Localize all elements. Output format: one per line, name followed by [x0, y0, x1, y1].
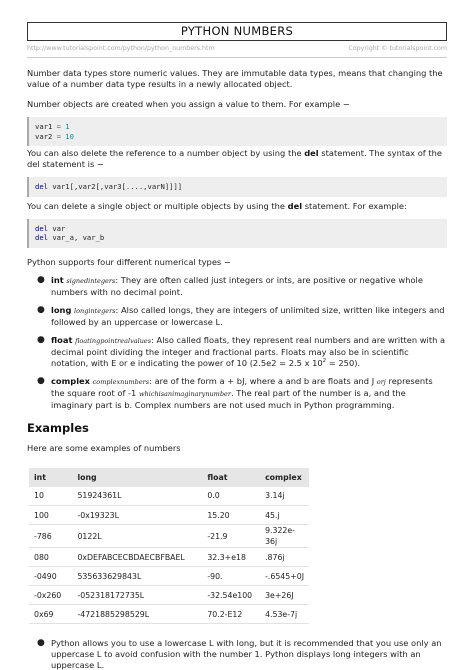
- code-op: =: [56, 131, 61, 141]
- type-desc-3: . The real part of the number is a, and the imaginary part is b. Complex numbers are not used much in Python programming.: [51, 387, 406, 410]
- list-item-float: [27, 335, 447, 369]
- bullet-icon: ●: [37, 274, 45, 285]
- page-title: PYTHON NUMBERS: [27, 22, 447, 41]
- examples-intro: Here are some examples of numbers: [27, 442, 181, 453]
- table-cell: 45.j: [260, 506, 309, 525]
- del2-keyword: del: [287, 200, 303, 211]
- table-row: [29, 586, 309, 605]
- table-cell: 0x69: [29, 605, 72, 624]
- type-math: complexnumbers: [92, 377, 150, 386]
- column-header: int: [29, 468, 72, 487]
- table-cell: 100: [29, 506, 72, 525]
- column-header: float: [202, 468, 260, 487]
- code-var: var1: [35, 122, 53, 131]
- type-desc-end: = 250).: [326, 357, 361, 368]
- table-cell: 70.2-E12: [202, 605, 260, 624]
- table-cell: 3e+26J: [260, 586, 309, 605]
- assign-paragraph: Number objects are created when you assign a value to them. For example −: [27, 99, 350, 109]
- table-cell: -90.: [202, 567, 260, 586]
- table-cell: -21.9: [202, 525, 260, 548]
- table-cell: 32.3+e18: [202, 548, 260, 567]
- table-body: [29, 487, 309, 624]
- table-row: [29, 567, 309, 586]
- type-name: float: [51, 334, 73, 345]
- note-list-item: [27, 638, 447, 670]
- examples-table: [29, 468, 309, 625]
- examples-heading: Examples: [27, 420, 89, 435]
- list-item-long: [27, 305, 447, 328]
- del-text-before: You can also delete the reference to a number object by using the: [27, 148, 302, 158]
- del-text-after: statement. The syntax of the del statement is −: [27, 148, 442, 169]
- code-op: =: [56, 122, 61, 131]
- supports-paragraph: Python supports four different numerical types −: [27, 256, 231, 267]
- bullet-icon: ●: [37, 638, 45, 648]
- code-args: var_a, var_b: [52, 233, 105, 242]
- table-cell: -0x19323L: [72, 506, 202, 525]
- code-num: 1: [65, 122, 70, 131]
- source-url-link[interactable]: http://www.tutorialspoint.com/python/python_numbers.htm: [27, 45, 215, 52]
- code-block-del-example: [27, 219, 447, 248]
- table-cell: 535633629843L: [72, 567, 202, 586]
- list-item-complex: [27, 376, 447, 411]
- table-cell: 080: [29, 548, 72, 567]
- table-cell: 51924361L: [72, 487, 202, 506]
- table-cell: 0xDEFABCECBDAECBFBAEL: [72, 548, 202, 567]
- bullet-icon: ●: [37, 334, 45, 345]
- table-cell: .876j: [260, 548, 309, 567]
- table-cell: -786: [29, 525, 72, 548]
- column-header: complex: [260, 468, 309, 487]
- type-name: int: [51, 274, 64, 285]
- code-block-assign: [27, 117, 447, 146]
- bullet-icon: ●: [37, 375, 45, 386]
- table-cell: 3.14j: [260, 487, 309, 506]
- del2-text-before: You can delete a single object or multiple objects by using the: [27, 200, 286, 211]
- table-cell: -4721885298529L: [72, 605, 202, 624]
- type-name: complex: [51, 375, 91, 386]
- table-row: [29, 605, 309, 624]
- code-keyword: del: [35, 182, 48, 191]
- type-desc: : They are often called just integers or ints, are positive or negative whole numbers with no decimal point.: [51, 274, 423, 297]
- table-cell: 4.53e-7j: [260, 605, 309, 624]
- table-cell: 15.20: [202, 506, 260, 525]
- table-cell: -32.54e100: [202, 586, 260, 605]
- table-cell: 10: [29, 487, 72, 506]
- code-args: var: [52, 223, 66, 233]
- header-divider: [27, 57, 447, 58]
- type-desc: : are of the form a + bJ, where a and b are floats and J: [149, 375, 375, 386]
- del-keyword: del: [304, 148, 319, 158]
- bullet-icon: ●: [37, 304, 45, 315]
- list-item-int: [27, 275, 447, 298]
- del2-text-after: statement. For example:: [304, 200, 407, 211]
- table-cell: 0.0: [202, 487, 260, 506]
- type-math: floatingpointrealvalues: [75, 336, 152, 345]
- table-row: [29, 506, 309, 525]
- number-types-list: [27, 275, 447, 411]
- type-math-3: whichisanimaginarynumber: [138, 389, 231, 398]
- code-block-del-syntax: [27, 177, 447, 197]
- document-page: [27, 22, 447, 670]
- code-num: 10: [65, 131, 74, 141]
- code-args: var1[,var2[,var3[....,varN]]]]: [52, 182, 183, 191]
- table-cell: -0490: [29, 567, 72, 586]
- type-math: longintegers: [74, 306, 116, 315]
- copyright-text: Copyright © tutorialspoint.com: [348, 45, 447, 52]
- table-cell: -0x260: [29, 586, 72, 605]
- table-cell: -052318172735L: [72, 586, 202, 605]
- table-row: [29, 525, 309, 548]
- table-cell: 9.322e-36j: [260, 525, 309, 548]
- type-math: signedintegers: [66, 276, 116, 285]
- intro-paragraph: Number data types store numeric values. They are immutable data types, means that changing the value of a number data type results in a newly allocated object.: [27, 68, 443, 89]
- del-paragraph-2: [27, 201, 447, 212]
- type-desc: : Also called floats, they represent real numbers and are written with a decimal point dividing the integer and fractional parts. Floats may also be in scientific notation, with E or e indicating the power of 10 (2.5e2 = 2.5 x 10: [51, 334, 446, 368]
- table-row: [29, 548, 309, 567]
- code-keyword: del: [35, 223, 48, 233]
- del-paragraph: [27, 148, 447, 170]
- url-bar: [27, 44, 447, 54]
- table-cell: 0122L: [72, 525, 202, 548]
- type-math-2: orj: [376, 377, 386, 386]
- type-desc: : Also called longs, they are integers of unlimited size, written like integers and followed by an uppercase or lowercase L.: [51, 304, 445, 327]
- code-var: var2: [35, 131, 53, 141]
- table-cell: -.6545+0J: [260, 567, 309, 586]
- type-name: long: [51, 304, 72, 315]
- type-desc-2: represents the square root of -1: [51, 375, 433, 398]
- column-header: long: [72, 468, 202, 487]
- exponent: 2: [322, 357, 327, 364]
- code-keyword: del: [35, 233, 48, 242]
- note-text: Python allows you to use a lowercase L with long, but it is recommended that you use only an uppercase L to avoid confusion with the number 1. Python displays long integers with an uppercase L.: [51, 638, 442, 670]
- table-header-row: [29, 468, 309, 487]
- table-row: [29, 487, 309, 506]
